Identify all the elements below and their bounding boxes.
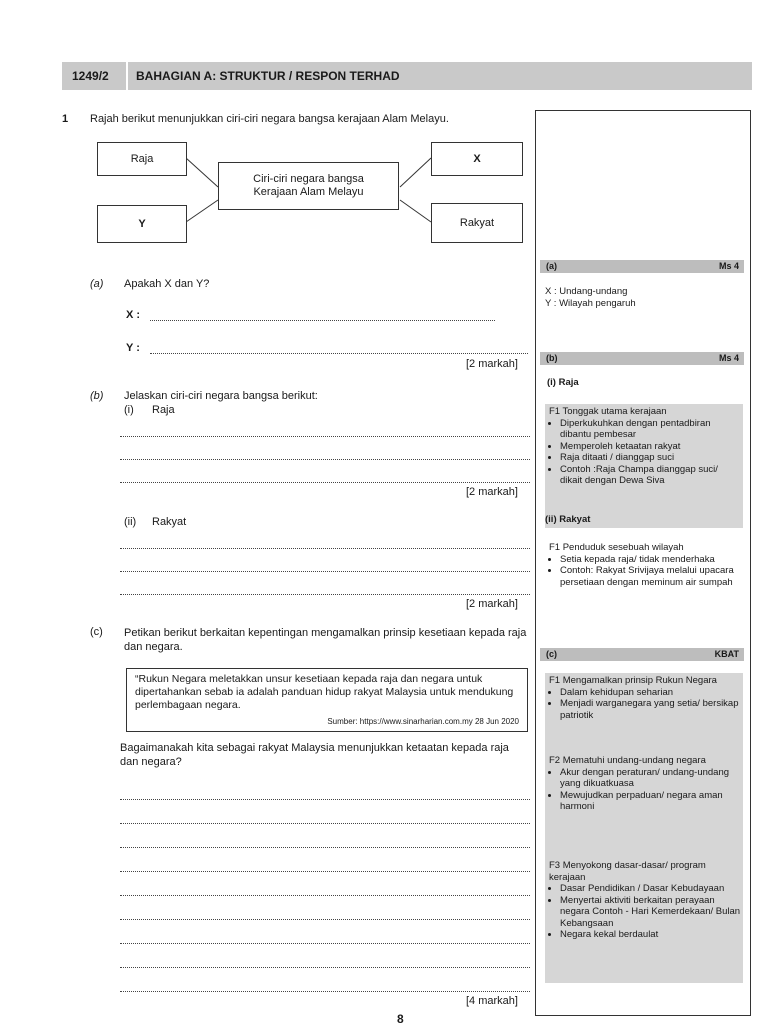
scheme-b-i-title: (i) Raja <box>547 377 579 388</box>
page-number: 8 <box>397 1012 404 1026</box>
answer-b-i-line-2[interactable] <box>120 459 530 460</box>
part-b-ii-label: (ii) <box>124 516 137 528</box>
section-title: BAHAGIAN A: STRUKTUR / RESPON TERHAD <box>136 69 400 83</box>
scheme-b-ii-point: • Setia kepada raja/ tidak menderhaka <box>560 554 741 566</box>
answer-c-line-5[interactable] <box>120 895 530 896</box>
answer-c-line-8[interactable] <box>120 967 530 968</box>
scheme-c-f3-point: • Negara kekal berdaulat <box>560 929 741 941</box>
quote-box <box>126 668 528 732</box>
scheme-b-i-block <box>549 406 741 487</box>
scheme-c-f2-point: • Mewujudkan perpaduan/ negara aman harmoni <box>560 790 741 813</box>
scheme-b-i-point: • Contoh :Raja Champa dianggap suci/ dikait dengan Dewa Siva <box>560 464 741 487</box>
answer-b-i-line-3[interactable] <box>120 482 530 483</box>
diagram-center-box: Ciri-ciri negara bangsa Kerajaan Alam Melayu <box>218 162 399 210</box>
quote-source: Sumber: https://www.sinarharian.com.my 28 Jun 2020 <box>327 717 519 726</box>
answer-b-i-line-1[interactable] <box>120 436 530 437</box>
answer-c-line-1[interactable] <box>120 799 530 800</box>
scheme-c-band <box>540 648 744 661</box>
scheme-b-ii-title: (ii) Rakyat <box>545 514 591 525</box>
part-c-label: (c) <box>90 626 103 638</box>
paper-code: 1249/2 <box>72 69 109 83</box>
diagram-box-y: Y <box>97 205 187 243</box>
answer-c-line-7[interactable] <box>120 943 530 944</box>
scheme-c-f3: F3 Menyokong dasar-dasar/ program kerajaan <box>549 860 706 883</box>
answer-c-line-2[interactable] <box>120 823 530 824</box>
answer-y-line[interactable] <box>150 353 528 354</box>
answer-y-label: Y : <box>126 342 140 354</box>
answer-c-line-6[interactable] <box>120 919 530 920</box>
scheme-a-label: (a) <box>546 261 557 271</box>
scheme-b-i-point: • Diperkukuhkan dengan pentadbiran dibantu pembesar <box>560 418 741 441</box>
scheme-c-f3-point: • Dasar Pendidikan / Dasar Kebudayaan <box>560 883 741 895</box>
question-number: 1 <box>62 113 69 125</box>
scheme-b-i-point: • Raja ditaati / dianggap suci <box>560 452 741 464</box>
scheme-c-f1-point: • Dalam kehidupan seharian <box>560 687 741 699</box>
answer-c-line-4[interactable] <box>120 871 530 872</box>
scheme-b-ii-point: • Contoh: Rakyat Srivijaya melalui upacara persetiaan dengan meminum air sumpah <box>560 565 741 588</box>
answer-b-ii-line-2[interactable] <box>120 571 530 572</box>
answer-c-line-3[interactable] <box>120 847 530 848</box>
scheme-c-f2: F2 Mematuhi undang-undang negara <box>549 755 706 766</box>
scheme-b-ii-f1: F1 Penduduk sesebuah wilayah <box>549 542 684 553</box>
part-b-label: (b) <box>90 390 104 402</box>
part-b-question: Jelaskan ciri-ciri negara bangsa berikut: <box>124 390 318 402</box>
part-b-ii-text: Rakyat <box>152 516 187 528</box>
scheme-c-level: KBAT <box>714 649 739 659</box>
scheme-b-ii-block <box>549 542 741 588</box>
scheme-a-band <box>540 260 744 273</box>
answer-b-ii-line-3[interactable] <box>120 594 530 595</box>
part-c-intro: Petikan berikut berkaitan kepentingan mengamalkan prinsip kesetiaan kepada raja dan negara. <box>124 627 527 653</box>
scheme-c-label: (c) <box>546 649 557 659</box>
answer-x-line[interactable] <box>150 320 495 321</box>
scheme-c-f2-block <box>549 755 741 813</box>
part-b-i-label: (i) <box>124 404 134 416</box>
part-a-label: (a) <box>90 278 104 290</box>
marks-b-ii: [2 markah] <box>466 598 518 610</box>
scheme-c-f1: F1 Mengamalkan prinsip Rukun Negara <box>549 675 717 686</box>
quote-text: “Rukun Negara meletakkan unsur kesetiaan kepada raja dan negara untuk dipertahankan sebab ia adalah panduan hidup rakyat Malaysia untuk mendukung perlembagaan negara. <box>135 673 514 711</box>
marks-a: [2 markah] <box>466 358 518 370</box>
diagram-box-x: X <box>431 142 523 176</box>
question-stem: Rajah berikut menunjukkan ciri-ciri negara bangsa kerajaan Alam Melayu. <box>90 113 449 125</box>
scheme-b-i-point: • Memperoleh ketaatan rakyat <box>560 441 741 453</box>
scheme-c-f1-block <box>549 675 741 721</box>
part-c-question: Bagaimanakah kita sebagai rakyat Malaysia menunjukkan ketaatan kepada raja dan negara? <box>120 742 509 768</box>
scheme-c-f2-point: • Akur dengan peraturan/ undang-undang yang dikuatkuasa <box>560 767 741 790</box>
scheme-b-label: (b) <box>546 353 558 363</box>
scheme-b-i-f1: F1 Tonggak utama kerajaan <box>549 406 667 417</box>
answer-b-ii-line-1[interactable] <box>120 548 530 549</box>
diagram-box-rakyat: Rakyat <box>431 203 523 243</box>
scheme-a-x: X : Undang-undang <box>545 286 628 297</box>
scheme-c-f1-point: • Menjadi warganegara yang setia/ bersikap patriotik <box>560 698 741 721</box>
scheme-b-band <box>540 352 744 365</box>
scheme-c-f3-point: • Menyertai aktiviti berkaitan perayaan negara Contoh - Hari Kemerdekaan/ Bulan Kebangsaan <box>560 895 741 930</box>
marks-c: [4 markah] <box>466 995 518 1007</box>
answer-x-label: X : <box>126 309 141 321</box>
diagram-box-raja: Raja <box>97 142 187 176</box>
scheme-c-f3-block <box>549 860 741 941</box>
marks-b-i: [2 markah] <box>466 486 518 498</box>
scheme-a-level: Ms 4 <box>718 261 739 271</box>
answer-c-line-9[interactable] <box>120 991 530 992</box>
part-a-question: Apakah X dan Y? <box>124 278 210 290</box>
part-b-i-text: Raja <box>152 404 175 416</box>
scheme-b-level: Ms 4 <box>718 353 739 363</box>
scheme-a-y: Y : Wilayah pengaruh <box>545 298 636 309</box>
